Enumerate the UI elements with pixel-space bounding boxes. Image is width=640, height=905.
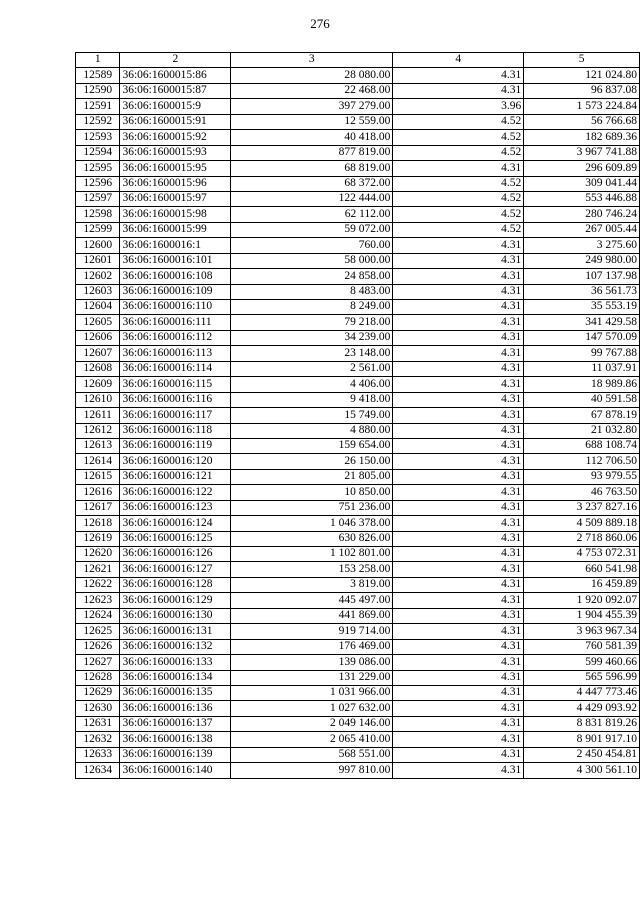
value-cell: 147 570.09	[524, 330, 640, 345]
column-header-3: 3	[231, 53, 393, 68]
area-cell: 159 654.00	[231, 438, 393, 453]
table-header-row	[76, 53, 640, 68]
cadastral-number-cell: 36:06:1600016:129	[120, 593, 231, 608]
table-row	[76, 130, 640, 145]
table-row	[76, 284, 640, 299]
row-number-cell: 12634	[76, 763, 120, 778]
table-row	[76, 99, 640, 114]
cadastral-number-cell: 36:06:1600016:119	[120, 438, 231, 453]
value-cell: 112 706.50	[524, 454, 640, 469]
cadastral-number-cell: 36:06:1600016:130	[120, 608, 231, 623]
value-cell: 107 137.98	[524, 269, 640, 284]
area-cell: 445 497.00	[231, 593, 393, 608]
cadastral-number-cell: 36:06:1600016:117	[120, 408, 231, 423]
row-number-cell: 12617	[76, 500, 120, 515]
value-cell: 182 689.36	[524, 130, 640, 145]
value-cell: 4 447 773.46	[524, 685, 640, 700]
cadastral-number-cell: 36:06:1600016:111	[120, 315, 231, 330]
rate-cell: 4.52	[393, 222, 524, 237]
row-number-cell: 12605	[76, 315, 120, 330]
table-row	[76, 361, 640, 376]
row-number-cell: 12611	[76, 408, 120, 423]
value-cell: 296 609.89	[524, 161, 640, 176]
row-number-cell: 12597	[76, 191, 120, 206]
cadastral-number-cell: 36:06:1600016:128	[120, 577, 231, 592]
row-number-cell: 12601	[76, 253, 120, 268]
value-cell: 93 979.55	[524, 469, 640, 484]
area-cell: 122 444.00	[231, 191, 393, 206]
value-cell: 8 901 917.10	[524, 732, 640, 747]
area-cell: 3 819.00	[231, 577, 393, 592]
area-cell: 131 229.00	[231, 670, 393, 685]
area-cell: 1 027 632.00	[231, 701, 393, 716]
table-row	[76, 300, 640, 315]
cadastral-number-cell: 36:06:1600016:123	[120, 500, 231, 515]
value-cell: 3 237 827.16	[524, 500, 640, 515]
table-row	[76, 145, 640, 160]
rate-cell: 4.31	[393, 500, 524, 515]
value-cell: 1 573 224.84	[524, 99, 640, 114]
rate-cell: 4.31	[393, 485, 524, 500]
value-cell: 565 596.99	[524, 670, 640, 685]
cadastral-number-cell: 36:06:1600016:121	[120, 469, 231, 484]
cadastral-number-cell: 36:06:1600016:139	[120, 747, 231, 762]
rate-cell: 4.31	[393, 284, 524, 299]
area-cell: 760.00	[231, 238, 393, 253]
cadastral-number-cell: 36:06:1600016:118	[120, 423, 231, 438]
area-cell: 8 249.00	[231, 300, 393, 315]
column-header-1: 1	[76, 53, 120, 68]
table-row	[76, 577, 640, 592]
rate-cell: 3.96	[393, 99, 524, 114]
row-number-cell: 12616	[76, 485, 120, 500]
cadastral-number-cell: 36:06:1600015:97	[120, 191, 231, 206]
table-row	[76, 516, 640, 531]
table-row	[76, 191, 640, 206]
row-number-cell: 12598	[76, 207, 120, 222]
table-row	[76, 238, 640, 253]
row-number-cell: 12629	[76, 685, 120, 700]
area-cell: 68 819.00	[231, 161, 393, 176]
rate-cell: 4.31	[393, 732, 524, 747]
value-cell: 3 963 967.34	[524, 624, 640, 639]
area-cell: 15 749.00	[231, 408, 393, 423]
row-number-cell: 12600	[76, 238, 120, 253]
rate-cell: 4.52	[393, 114, 524, 129]
area-cell: 12 559.00	[231, 114, 393, 129]
table-row	[76, 732, 640, 747]
table-row	[76, 176, 640, 191]
rate-cell: 4.52	[393, 207, 524, 222]
table-row	[76, 68, 640, 83]
row-number-cell: 12606	[76, 330, 120, 345]
area-cell: 9 418.00	[231, 392, 393, 407]
area-cell: 40 418.00	[231, 130, 393, 145]
rate-cell: 4.31	[393, 408, 524, 423]
row-number-cell: 12621	[76, 562, 120, 577]
value-cell: 36 561.73	[524, 284, 640, 299]
value-cell: 21 032.80	[524, 423, 640, 438]
value-cell: 11 037.91	[524, 361, 640, 376]
cadastral-number-cell: 36:06:1600016:131	[120, 624, 231, 639]
area-cell: 79 218.00	[231, 315, 393, 330]
rate-cell: 4.31	[393, 392, 524, 407]
rate-cell: 4.31	[393, 269, 524, 284]
table-row	[76, 608, 640, 623]
cadastral-number-cell: 36:06:1600016:110	[120, 300, 231, 315]
area-cell: 997 810.00	[231, 763, 393, 778]
table-row	[76, 500, 640, 515]
area-cell: 68 372.00	[231, 176, 393, 191]
cadastral-number-cell: 36:06:1600016:114	[120, 361, 231, 376]
rate-cell: 4.31	[393, 608, 524, 623]
page-number: 276	[310, 16, 330, 31]
table-row	[76, 485, 640, 500]
value-cell: 4 300 561.10	[524, 763, 640, 778]
rate-cell: 4.31	[393, 315, 524, 330]
table-row	[76, 763, 640, 778]
table-row	[76, 438, 640, 453]
cadastral-number-cell: 36:06:1600015:87	[120, 83, 231, 98]
area-cell: 176 469.00	[231, 639, 393, 654]
cadastral-number-cell: 36:06:1600016:133	[120, 655, 231, 670]
table-row	[76, 83, 640, 98]
table-row	[76, 269, 640, 284]
row-number-cell: 12627	[76, 655, 120, 670]
cadastral-number-cell: 36:06:1600016:112	[120, 330, 231, 345]
rate-cell: 4.31	[393, 655, 524, 670]
row-number-cell: 12613	[76, 438, 120, 453]
value-cell: 341 429.58	[524, 315, 640, 330]
row-number-cell: 12607	[76, 346, 120, 361]
row-number-cell: 12610	[76, 392, 120, 407]
rate-cell: 4.31	[393, 670, 524, 685]
data-table	[75, 52, 640, 779]
cadastral-number-cell: 36:06:1600015:9	[120, 99, 231, 114]
cadastral-number-cell: 36:06:1600016:135	[120, 685, 231, 700]
rate-cell: 4.31	[393, 377, 524, 392]
area-cell: 568 551.00	[231, 747, 393, 762]
rate-cell: 4.31	[393, 161, 524, 176]
area-cell: 58 000.00	[231, 253, 393, 268]
cadastral-number-cell: 36:06:1600016:125	[120, 531, 231, 546]
table-row	[76, 207, 640, 222]
value-cell: 35 553.19	[524, 300, 640, 315]
cadastral-number-cell: 36:06:1600016:1	[120, 238, 231, 253]
area-cell: 26 150.00	[231, 454, 393, 469]
rate-cell: 4.31	[393, 83, 524, 98]
value-cell: 599 460.66	[524, 655, 640, 670]
table-row	[76, 161, 640, 176]
value-cell: 16 459.89	[524, 577, 640, 592]
rate-cell: 4.31	[393, 763, 524, 778]
table-row	[76, 747, 640, 762]
area-cell: 397 279.00	[231, 99, 393, 114]
row-number-cell: 12632	[76, 732, 120, 747]
column-header-2: 2	[120, 53, 231, 68]
area-cell: 2 561.00	[231, 361, 393, 376]
column-header-4: 4	[393, 53, 524, 68]
cadastral-number-cell: 36:06:1600016:140	[120, 763, 231, 778]
rate-cell: 4.31	[393, 685, 524, 700]
table-row	[76, 701, 640, 716]
rate-cell: 4.31	[393, 562, 524, 577]
row-number-cell: 12604	[76, 300, 120, 315]
row-number-cell: 12633	[76, 747, 120, 762]
rate-cell: 4.31	[393, 516, 524, 531]
value-cell: 2 718 860.06	[524, 531, 640, 546]
cadastral-number-cell: 36:06:1600016:116	[120, 392, 231, 407]
value-cell: 688 108.74	[524, 438, 640, 453]
area-cell: 4 406.00	[231, 377, 393, 392]
column-header-5: 5	[524, 53, 640, 68]
cadastral-number-cell: 36:06:1600016:138	[120, 732, 231, 747]
rate-cell: 4.52	[393, 130, 524, 145]
row-number-cell: 12626	[76, 639, 120, 654]
table-row	[76, 685, 640, 700]
rate-cell: 4.31	[393, 238, 524, 253]
cadastral-number-cell: 36:06:1600015:96	[120, 176, 231, 191]
cadastral-number-cell: 36:06:1600015:99	[120, 222, 231, 237]
rate-cell: 4.31	[393, 346, 524, 361]
area-cell: 751 236.00	[231, 500, 393, 515]
cadastral-number-cell: 36:06:1600016:127	[120, 562, 231, 577]
rate-cell: 4.31	[393, 577, 524, 592]
row-number-cell: 12596	[76, 176, 120, 191]
value-cell: 4 429 093.92	[524, 701, 640, 716]
area-cell: 22 468.00	[231, 83, 393, 98]
rate-cell: 4.31	[393, 361, 524, 376]
value-cell: 3 275.60	[524, 238, 640, 253]
cadastral-number-cell: 36:06:1600015:98	[120, 207, 231, 222]
table-row	[76, 454, 640, 469]
area-cell: 59 072.00	[231, 222, 393, 237]
cadastral-number-cell: 36:06:1600015:95	[120, 161, 231, 176]
row-number-cell: 12609	[76, 377, 120, 392]
area-cell: 139 086.00	[231, 655, 393, 670]
row-number-cell: 12590	[76, 83, 120, 98]
value-cell: 4 509 889.18	[524, 516, 640, 531]
row-number-cell: 12624	[76, 608, 120, 623]
table-row	[76, 670, 640, 685]
row-number-cell: 12622	[76, 577, 120, 592]
cadastral-number-cell: 36:06:1600015:93	[120, 145, 231, 160]
row-number-cell: 12620	[76, 547, 120, 562]
value-cell: 1 904 455.39	[524, 608, 640, 623]
table-row	[76, 408, 640, 423]
table-row	[76, 377, 640, 392]
cadastral-number-cell: 36:06:1600016:124	[120, 516, 231, 531]
table-row	[76, 624, 640, 639]
rate-cell: 4.52	[393, 145, 524, 160]
value-cell: 1 920 092.07	[524, 593, 640, 608]
value-cell: 99 767.88	[524, 346, 640, 361]
table-row	[76, 655, 640, 670]
table-row	[76, 114, 640, 129]
value-cell: 4 753 072.31	[524, 547, 640, 562]
rate-cell: 4.52	[393, 176, 524, 191]
row-number-cell: 12623	[76, 593, 120, 608]
cadastral-number-cell: 36:06:1600016:120	[120, 454, 231, 469]
row-number-cell: 12612	[76, 423, 120, 438]
value-cell: 760 581.39	[524, 639, 640, 654]
row-number-cell: 12608	[76, 361, 120, 376]
table-row	[76, 253, 640, 268]
area-cell: 1 046 378.00	[231, 516, 393, 531]
rate-cell: 4.31	[393, 547, 524, 562]
table-row	[76, 392, 640, 407]
area-cell: 21 805.00	[231, 469, 393, 484]
cadastral-number-cell: 36:06:1600015:92	[120, 130, 231, 145]
table-row	[76, 469, 640, 484]
value-cell: 553 446.88	[524, 191, 640, 206]
row-number-cell: 12625	[76, 624, 120, 639]
area-cell: 4 880.00	[231, 423, 393, 438]
rate-cell: 4.31	[393, 716, 524, 731]
table-row	[76, 531, 640, 546]
area-cell: 919 714.00	[231, 624, 393, 639]
row-number-cell: 12628	[76, 670, 120, 685]
value-cell: 56 766.68	[524, 114, 640, 129]
area-cell: 8 483.00	[231, 284, 393, 299]
cadastral-number-cell: 36:06:1600016:109	[120, 284, 231, 299]
table-row	[76, 222, 640, 237]
area-cell: 441 869.00	[231, 608, 393, 623]
value-cell: 249 980.00	[524, 253, 640, 268]
area-cell: 24 858.00	[231, 269, 393, 284]
value-cell: 309 041.44	[524, 176, 640, 191]
rate-cell: 4.31	[393, 68, 524, 83]
area-cell: 1 031 966.00	[231, 685, 393, 700]
table-row	[76, 346, 640, 361]
value-cell: 280 746.24	[524, 207, 640, 222]
rate-cell: 4.31	[393, 747, 524, 762]
row-number-cell: 12594	[76, 145, 120, 160]
area-cell: 1 102 801.00	[231, 547, 393, 562]
table-row	[76, 639, 640, 654]
rate-cell: 4.31	[393, 253, 524, 268]
row-number-cell: 12630	[76, 701, 120, 716]
area-cell: 10 850.00	[231, 485, 393, 500]
value-cell: 660 541.98	[524, 562, 640, 577]
area-cell: 877 819.00	[231, 145, 393, 160]
rate-cell: 4.31	[393, 531, 524, 546]
table-row	[76, 315, 640, 330]
cadastral-number-cell: 36:06:1600015:91	[120, 114, 231, 129]
row-number-cell: 12614	[76, 454, 120, 469]
area-cell: 153 258.00	[231, 562, 393, 577]
row-number-cell: 12599	[76, 222, 120, 237]
value-cell: 121 024.80	[524, 68, 640, 83]
value-cell: 67 878.19	[524, 408, 640, 423]
cadastral-number-cell: 36:06:1600016:137	[120, 716, 231, 731]
cadastral-number-cell: 36:06:1600016:126	[120, 547, 231, 562]
rate-cell: 4.31	[393, 330, 524, 345]
area-cell: 62 112.00	[231, 207, 393, 222]
row-number-cell: 12618	[76, 516, 120, 531]
table-body	[76, 68, 640, 778]
row-number-cell: 12602	[76, 269, 120, 284]
value-cell: 18 989.86	[524, 377, 640, 392]
area-cell: 630 826.00	[231, 531, 393, 546]
table-row	[76, 547, 640, 562]
cadastral-number-cell: 36:06:1600016:101	[120, 253, 231, 268]
rate-cell: 4.31	[393, 639, 524, 654]
rate-cell: 4.31	[393, 454, 524, 469]
area-cell: 23 148.00	[231, 346, 393, 361]
cadastral-number-cell: 36:06:1600016:122	[120, 485, 231, 500]
value-cell: 46 763.50	[524, 485, 640, 500]
table-row	[76, 423, 640, 438]
row-number-cell: 12615	[76, 469, 120, 484]
value-cell: 40 591.58	[524, 392, 640, 407]
area-cell: 28 080.00	[231, 68, 393, 83]
rate-cell: 4.31	[393, 624, 524, 639]
rate-cell: 4.31	[393, 593, 524, 608]
value-cell: 267 005.44	[524, 222, 640, 237]
row-number-cell: 12589	[76, 68, 120, 83]
cadastral-number-cell: 36:06:1600016:108	[120, 269, 231, 284]
table-row	[76, 716, 640, 731]
area-cell: 34 239.00	[231, 330, 393, 345]
row-number-cell: 12592	[76, 114, 120, 129]
value-cell: 2 450 454.81	[524, 747, 640, 762]
table-row	[76, 593, 640, 608]
area-cell: 2 065 410.00	[231, 732, 393, 747]
cadastral-number-cell: 36:06:1600016:136	[120, 701, 231, 716]
row-number-cell: 12619	[76, 531, 120, 546]
cadastral-number-cell: 36:06:1600015:86	[120, 68, 231, 83]
rate-cell: 4.31	[393, 438, 524, 453]
cadastral-number-cell: 36:06:1600016:113	[120, 346, 231, 361]
value-cell: 3 967 741.88	[524, 145, 640, 160]
row-number-cell: 12591	[76, 99, 120, 114]
cadastral-number-cell: 36:06:1600016:115	[120, 377, 231, 392]
value-cell: 8 831 819.26	[524, 716, 640, 731]
table-row	[76, 330, 640, 345]
rate-cell: 4.31	[393, 300, 524, 315]
rate-cell: 4.31	[393, 469, 524, 484]
row-number-cell: 12593	[76, 130, 120, 145]
rate-cell: 4.52	[393, 191, 524, 206]
cadastral-number-cell: 36:06:1600016:134	[120, 670, 231, 685]
row-number-cell: 12603	[76, 284, 120, 299]
rate-cell: 4.31	[393, 423, 524, 438]
table-row	[76, 562, 640, 577]
area-cell: 2 049 146.00	[231, 716, 393, 731]
cadastral-number-cell: 36:06:1600016:132	[120, 639, 231, 654]
value-cell: 96 837.08	[524, 83, 640, 98]
row-number-cell: 12631	[76, 716, 120, 731]
row-number-cell: 12595	[76, 161, 120, 176]
rate-cell: 4.31	[393, 701, 524, 716]
